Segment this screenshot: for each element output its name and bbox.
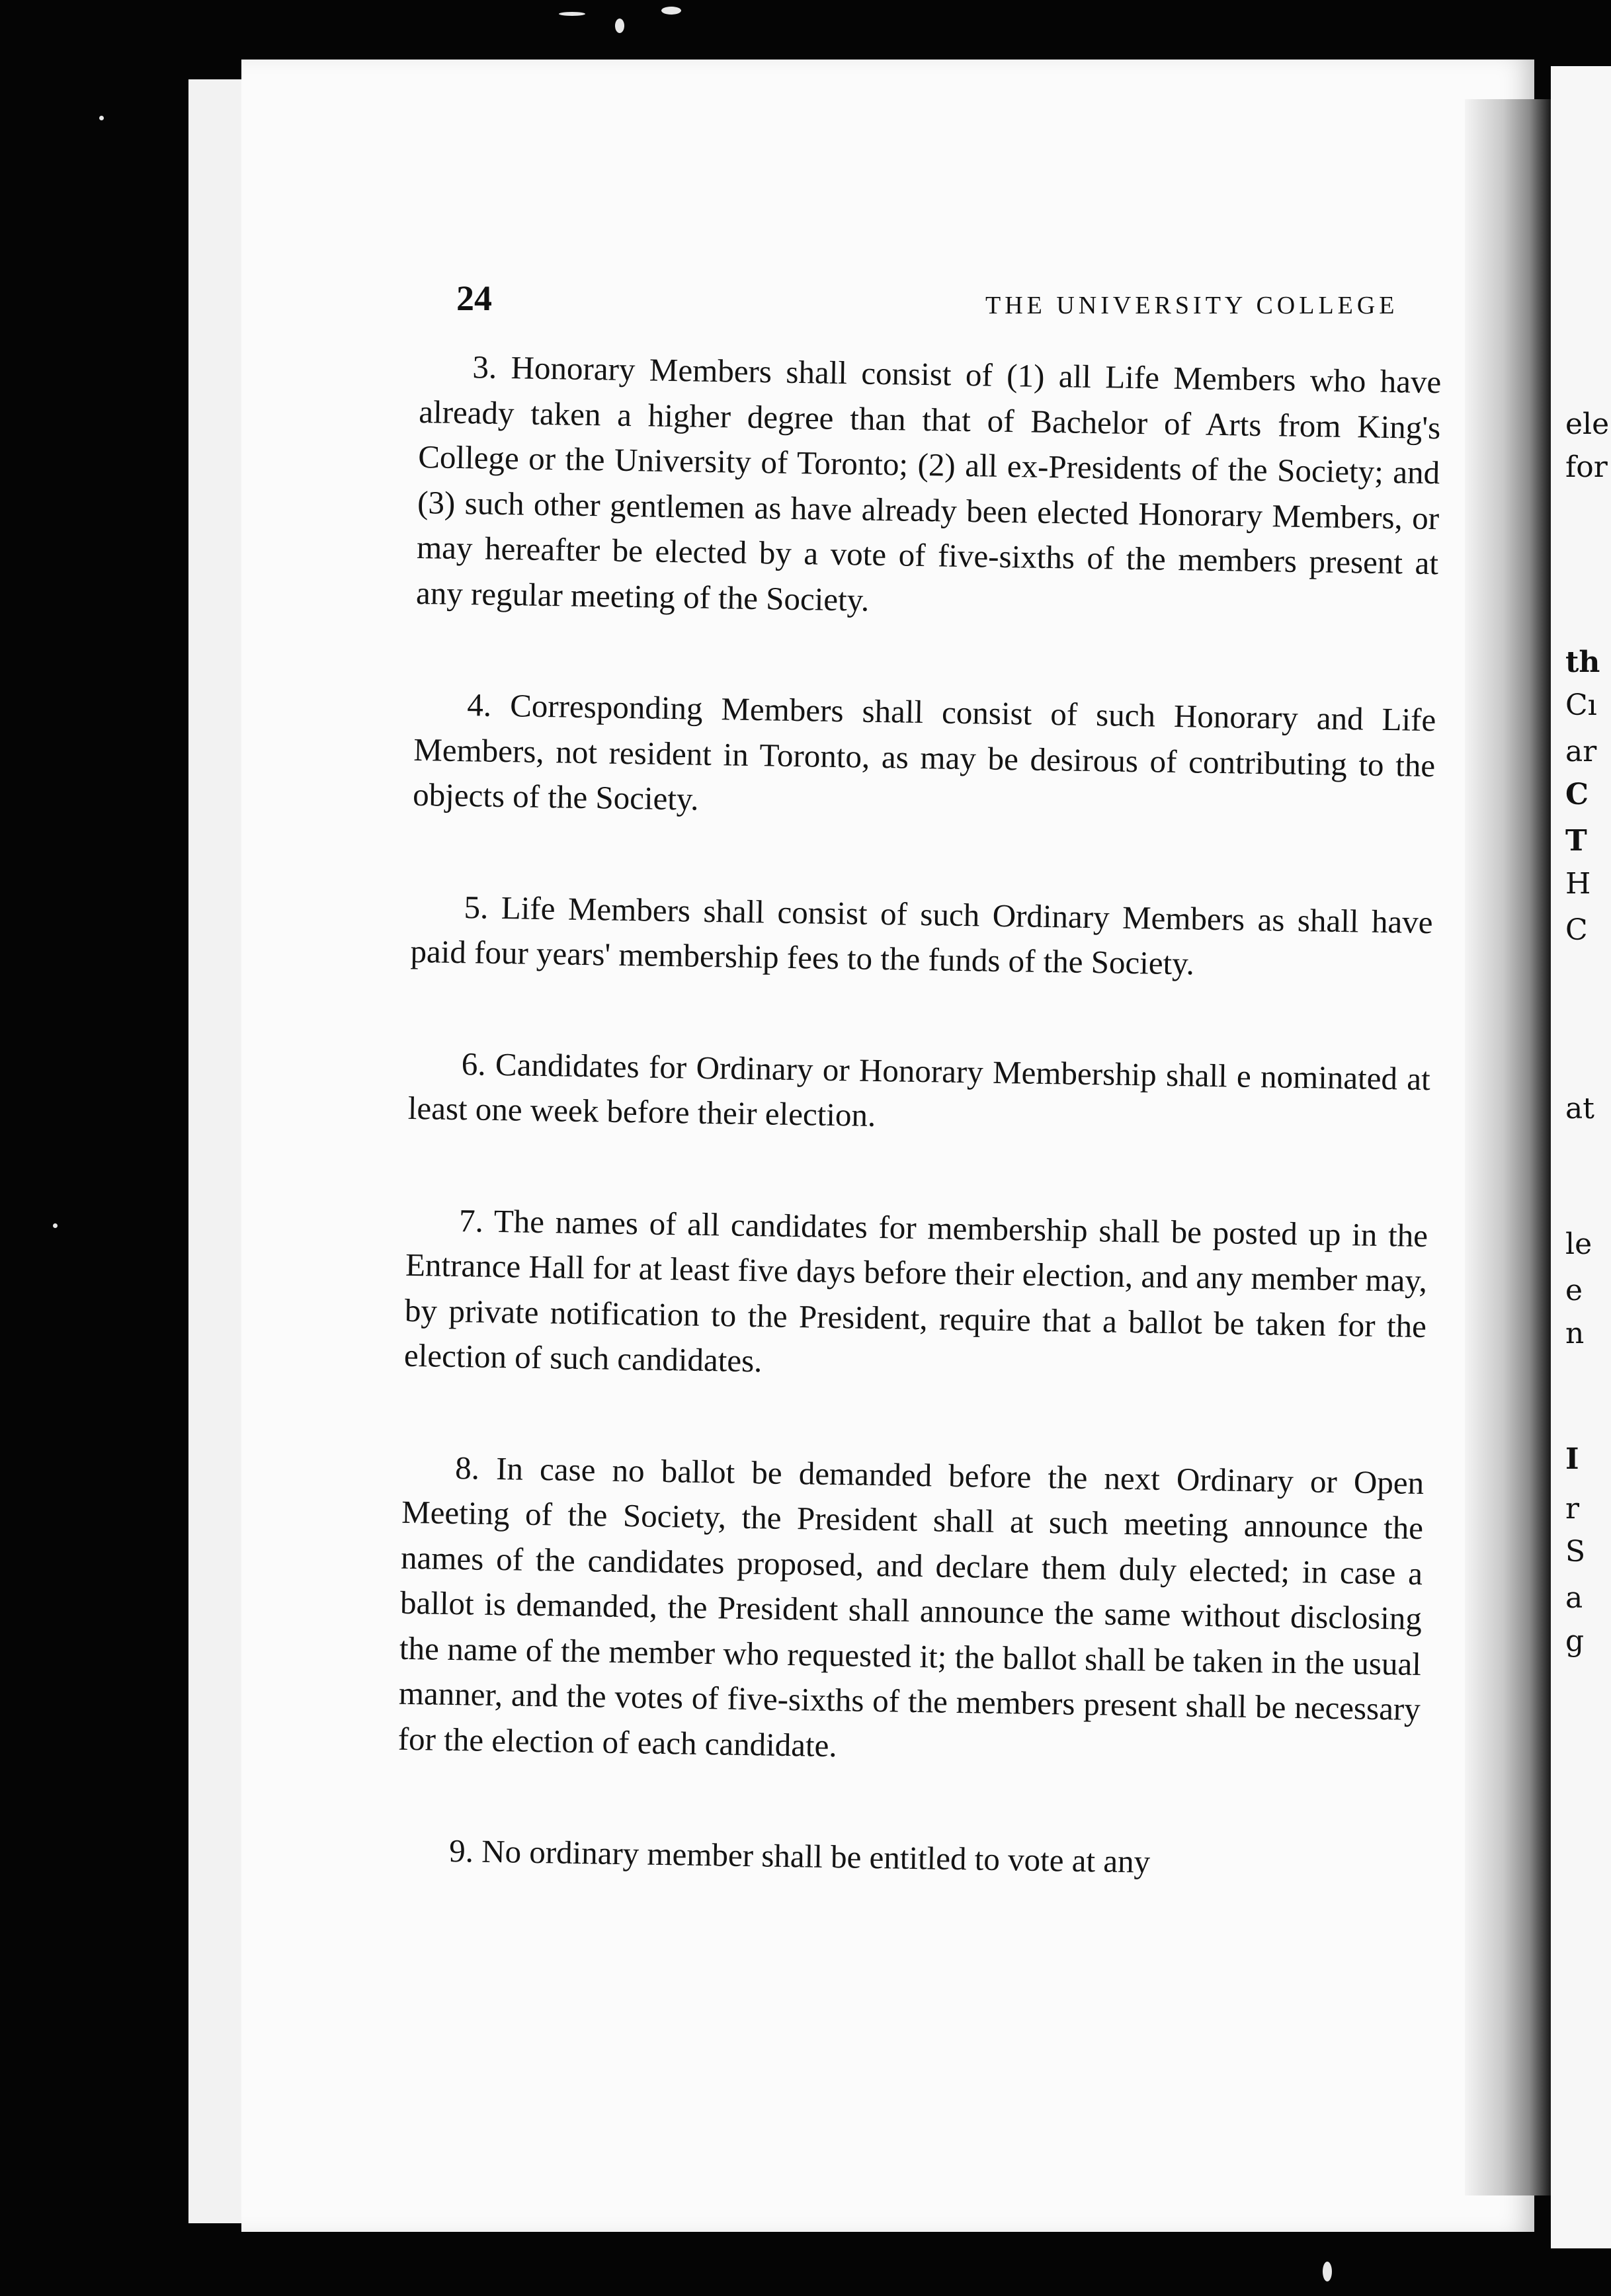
facing-fragment: S	[1565, 1535, 1586, 1569]
book-gutter	[1465, 99, 1551, 2195]
running-title: THE UNIVERSITY COLLEGE	[985, 292, 1399, 319]
facing-fragment: C	[1565, 778, 1589, 811]
scan-speck	[99, 116, 104, 120]
facing-fragment: e	[1565, 1274, 1583, 1307]
facing-fragment: T	[1565, 824, 1587, 858]
facing-fragment: le	[1565, 1227, 1592, 1261]
facing-fragment: Cı	[1565, 688, 1597, 722]
scan-speck	[661, 7, 681, 15]
scan-speck	[1323, 2262, 1332, 2281]
facing-fragment: for	[1565, 450, 1608, 484]
page-edge	[202, 79, 215, 2223]
facing-fragment: I	[1565, 1442, 1579, 1476]
facing-fragment: r	[1565, 1492, 1580, 1526]
page-edge	[188, 79, 203, 2223]
facing-fragment: ar	[1565, 735, 1597, 768]
scan-speck	[53, 1223, 58, 1228]
scan-speck	[559, 12, 585, 16]
page-number: 24	[456, 278, 492, 318]
facing-fragment: at	[1565, 1092, 1594, 1126]
scan-speck	[615, 19, 624, 33]
facing-page	[1551, 66, 1611, 2248]
paragraph-rule-9: 9. No ordinary member shall be entitled to vote at any	[448, 1832, 1151, 1880]
page-edge	[226, 79, 239, 2223]
body-text	[395, 344, 1442, 1955]
paragraph-rule-3: 3. Honorary Members shall consist of (1) all Life Members who have already taken a higher degree than that of Bachelor of Arts from King's College or the University of Toronto; (2) all ex-Presidents of the Society; and (3) such other gentlemen as have already been elected Honorary Members, or may hereafter be elected by a vote of five-sixths of the members present at any regular meeting of the Society.	[415, 348, 1442, 618]
paragraph-rule-8: 8. In case no ballot be demanded before the next Ordinary or Open Meeting of the Society, the President shall at such meeting announce the names of the candidates proposed, and declare them duly elected; in case a ballot is demanded, the President shall announce the same without disclosing the name of the member who requested it; the ballot shall be taken in the usual manner, and the votes of five-sixths of the members present shall be necessary for the election of each candidate.	[397, 1449, 1425, 1764]
page-edge	[214, 79, 227, 2223]
facing-fragment: H	[1565, 867, 1591, 901]
paragraph-rule-5: 5. Life Members shall consist of such Ordinary Members as shall have paid four years' membership fees to the funds of the Society.	[410, 888, 1433, 982]
book-page	[241, 60, 1534, 2232]
facing-fragment: g	[1565, 1624, 1585, 1658]
paragraph-rule-4: 4. Corresponding Members shall consist of such Honorary and Life Members, not resident in Toronto, as may be desirous of contributing to the objects of the Society.	[412, 686, 1436, 817]
facing-fragment: th	[1565, 645, 1600, 679]
facing-fragment: n	[1565, 1317, 1585, 1350]
paragraph-rule-7: 7. The names of all candidates for membership shall be posted up in the Entrance Hall for at least five days before their election, and any member may, by private notification to the President, require that a ballot be taken for the election of such candidates.	[403, 1202, 1428, 1379]
facing-fragment: C	[1565, 913, 1588, 947]
paragraph-rule-6: 6. Candidates for Ordinary or Honorary Membership shall e nominated at least one week before their election.	[407, 1045, 1431, 1133]
facing-fragment: ele	[1565, 407, 1610, 441]
facing-fragment: a	[1565, 1581, 1583, 1615]
